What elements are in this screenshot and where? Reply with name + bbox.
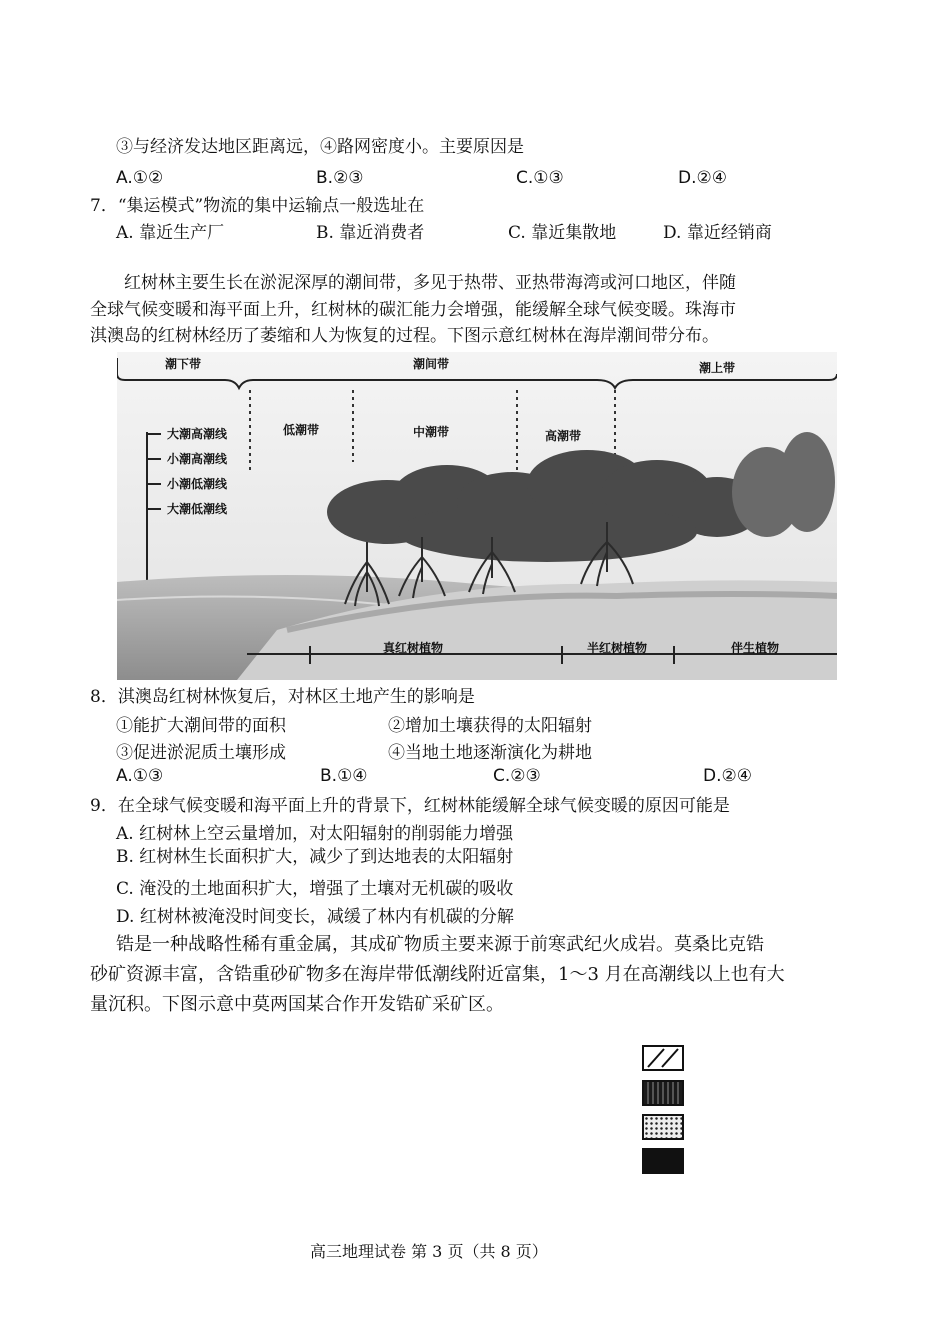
plant-label-true-mangrove: 真红树植物: [383, 641, 444, 655]
zone-label-intertidal: 潮间带: [413, 357, 450, 371]
tide-line-neap-high: 小潮高潮线: [167, 452, 228, 466]
q8-stem: 8．淇澳岛红树林恢复后，对林区土地产生的影响是: [90, 687, 475, 707]
q9-option-a: A. 红树林上空云量增加，对太阳辐射的削弱能力增强: [116, 824, 514, 844]
tide-line-spring-low: 大潮低潮线: [167, 502, 228, 516]
legend-hatched-swatch: [642, 1045, 684, 1071]
plant-label-semi-mangrove: 半红树植物: [587, 641, 648, 655]
q6-option-a: A.①②: [116, 168, 164, 188]
tide-line-neap-low: 小潮低潮线: [167, 477, 228, 491]
q6-option-b: B.②③: [316, 168, 364, 188]
q6-option-d: D.②④: [678, 168, 727, 188]
q8-item-1: ①能扩大潮间带的面积: [116, 716, 286, 736]
q9-option-b: B. 红树林生长面积扩大，减少了到达地表的太阳辐射: [116, 847, 514, 867]
passage2-line3: 量沉积。下图示意中莫两国某合作开发锆矿采矿区。: [90, 994, 504, 1015]
legend-solid-black-swatch: [642, 1148, 684, 1174]
q9-option-c: C. 淹没的土地面积扩大，增强了土壤对无机碳的吸收: [116, 879, 514, 899]
q7-option-a: A. 靠近生产厂: [116, 223, 225, 243]
q8-option-c: C.②③: [493, 766, 541, 786]
q6-line3: ③与经济发达地区距离远，④路网密度小。主要原因是: [116, 137, 524, 157]
page-footer: 高三地理试卷 第 3 页（共 8 页）: [310, 1242, 548, 1261]
zone-label-subtidal: 潮下带: [165, 357, 202, 371]
q7-option-c: C. 靠近集散地: [508, 223, 617, 243]
legend-dark-dotted-swatch: [642, 1080, 684, 1106]
q8-item-2: ②增加土壤获得的太阳辐射: [388, 716, 592, 736]
q7-option-b: B. 靠近消费者: [316, 223, 425, 243]
mangrove-tidal-zone-figure: [117, 352, 837, 680]
passage1-line3: 淇澳岛的红树林经历了萎缩和人为恢复的过程。下图示意红树林在海岸潮间带分布。: [90, 326, 719, 346]
legend-speckled-swatch: [642, 1114, 684, 1140]
q8-item-4: ④当地土地逐渐演化为耕地: [388, 743, 592, 763]
subzone-label-mid: 中潮带: [413, 425, 450, 439]
passage1-line2: 全球气候变暖和海平面上升，红树林的碳汇能力会增强，能缓解全球气候变暖。珠海市: [90, 300, 736, 320]
q9-stem: 9．在全球气候变暖和海平面上升的背景下，红树林能缓解全球气候变暖的原因可能是: [90, 796, 730, 816]
q7-option-d: D. 靠近经销商: [663, 223, 772, 243]
tide-line-spring-high: 大潮高潮线: [167, 427, 228, 441]
q9-option-d: D. 红树林被淹没时间变长，减缓了林内有机碳的分解: [116, 907, 514, 927]
passage2-line2: 砂矿资源丰富，含锆重砂矿物多在海岸带低潮线附近富集，1～3 月在高潮线以上也有大: [90, 964, 785, 985]
zone-label-supratidal: 潮上带: [699, 361, 736, 375]
passage2-line1: 锆是一种战略性稀有重金属，其成矿物质主要来源于前寒武纪火成岩。莫桑比克锆: [116, 934, 764, 955]
passage1-line1: 红树林主要生长在淤泥深厚的潮间带，多见于热带、亚热带海湾或河口地区，伴随: [124, 273, 736, 293]
plant-label-associate: 伴生植物: [731, 641, 780, 655]
q8-item-3: ③促进淤泥质土壤形成: [116, 743, 286, 763]
q6-option-c: C.①③: [516, 168, 564, 188]
q8-option-d: D.②④: [703, 766, 752, 786]
q8-option-b: B.①④: [320, 766, 368, 786]
q7-stem: 7．“集运模式”物流的集中运输点一般选址在: [90, 196, 425, 216]
subzone-label-high: 高潮带: [545, 429, 582, 443]
subzone-label-low: 低潮带: [283, 423, 320, 437]
q8-option-a: A.①③: [116, 766, 164, 786]
